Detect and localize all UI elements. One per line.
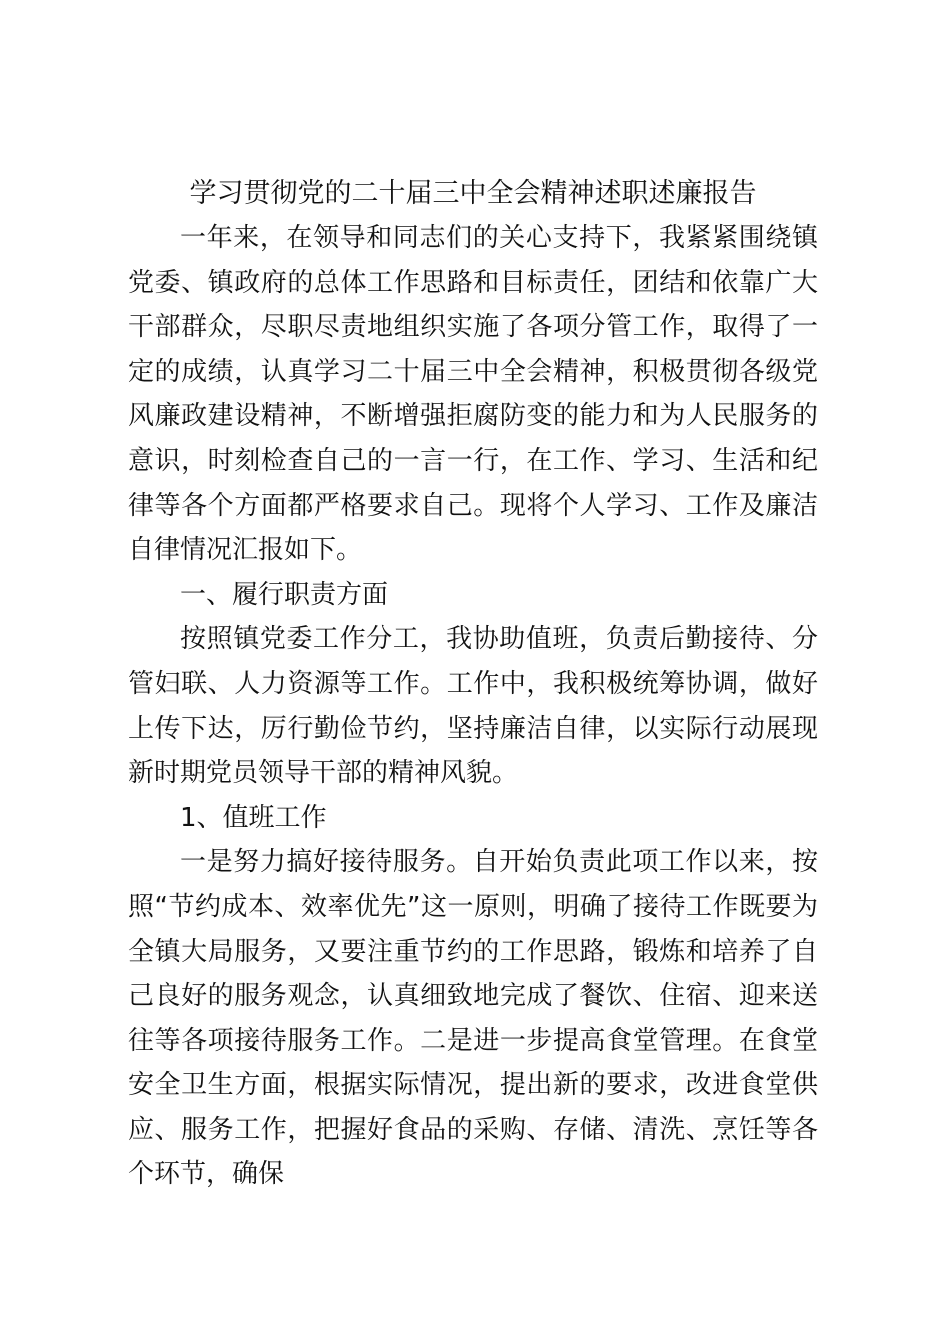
document-title: 学习贯彻党的二十届三中全会精神述职述廉报告 [189, 178, 757, 209]
document-body [128, 172, 818, 1197]
subsection-heading-duty-work: 1、值班工作 [180, 802, 327, 833]
intro-paragraph: 一年来，在领导和同志们的关心支持下，我紧紧围绕镇党委、镇政府的总体工作思路和目标责任，团结和依靠广大干部群众，尽职尽责地组织实施了各项分管工作，取得了一定的成绩，认真学习二十届三中全会精神，积极贯彻各级党风廉政建设精神，不断增强拒腐防变的能力和为人民服务的意识，时刻检查自己的一言一行，在工作、学习、生活和纪律等各个方面都严格要求自己。现将个人学习、工作及廉洁自律情况汇报如下。 [128, 223, 818, 566]
duties-paragraph: 按照镇党委工作分工，我协助值班，负责后勤接待、分管妇联、人力资源等工作。工作中，我积极统筹协调，做好上传下达，厉行勤俭节约，坚持廉洁自律，以实际行动展现新时期党员领导干部的精神风貌。 [128, 624, 818, 789]
duty-work-paragraph: 一是努力搞好接待服务。自开始负责此项工作以来，按照“节约成本、效率优先”这一原则，明确了接待工作既要为全镇大局服务，又要注重节约的工作思路，锻炼和培养了自己良好的服务观念，认真细致地完成了餐饮、住宿、迎来送往等各项接待服务工作。二是进一步提高食堂管理。在食堂安全卫生方面，根据实际情况，提出新的要求，改进食堂供应、服务工作，把握好食品的采购、存储、清洗、烹饪等各个环节，确保 [128, 847, 818, 1190]
section-heading-duties: 一、履行职责方面 [180, 579, 389, 610]
